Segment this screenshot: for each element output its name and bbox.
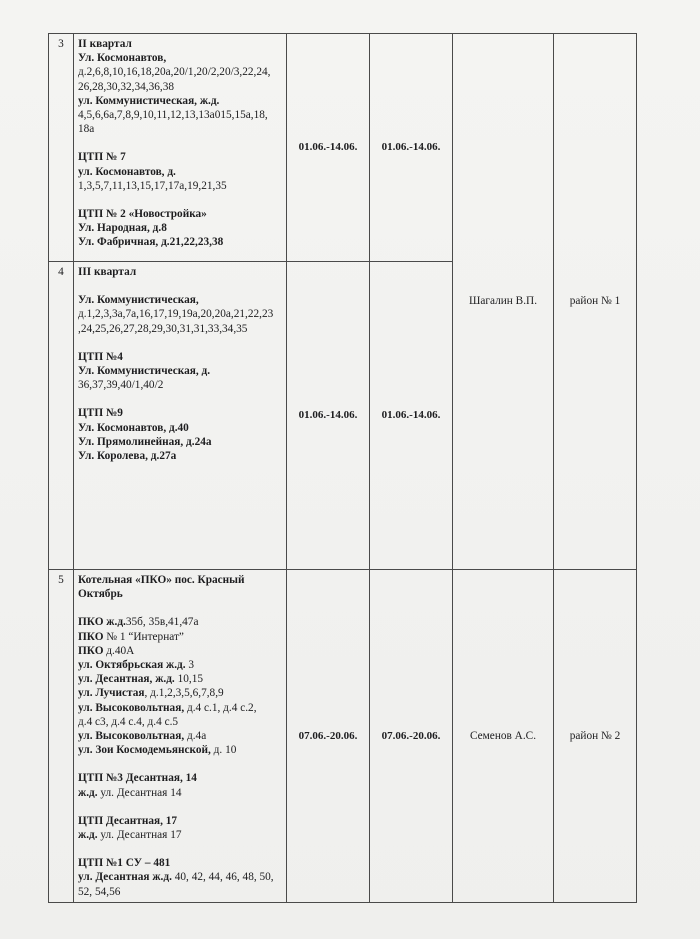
- end-date: 01.06.-14.06.: [370, 34, 453, 262]
- end-date: 07.06.-20.06.: [370, 570, 453, 903]
- district: район № 1: [554, 34, 637, 570]
- address-text: 4,5,6,6а,7,8,9,10,11,12,13,13а015,15а,18,: [78, 109, 268, 122]
- address-text: ж.д.: [78, 829, 98, 842]
- row-number: 5: [49, 570, 74, 903]
- address-text: ул. Десантная 17: [97, 829, 182, 842]
- address-line: [78, 364, 282, 378]
- address-text: ул. Десантная ж.д.: [78, 871, 172, 884]
- address-line: [78, 856, 282, 870]
- address-text: ул. Десантная 14: [97, 786, 182, 799]
- address-line: [78, 786, 282, 800]
- address-text: 36,37,39,40/1,40/2: [78, 379, 164, 392]
- address-line: [78, 686, 282, 700]
- address-text: ПКО: [78, 644, 104, 657]
- table-row: [49, 570, 637, 903]
- address-text: д.4 с.1, д.4 с.2,: [184, 701, 257, 714]
- address-text: ул. Октябрьская ж.д.: [78, 659, 186, 672]
- address-text: ЦТП №1 СУ – 481: [78, 857, 171, 870]
- address-line: [78, 65, 282, 79]
- address-line: [78, 715, 282, 729]
- address-text: 18а: [78, 123, 95, 136]
- row-number: 3: [49, 34, 74, 262]
- address-cell: [74, 570, 287, 903]
- address-text: д.4 с3, д.4 с.4, д.4 с.5: [78, 715, 179, 728]
- end-date: 01.06.-14.06.: [370, 262, 453, 570]
- address-text: Ул. Народная, д.8: [78, 222, 167, 235]
- address-line: [78, 435, 282, 449]
- address-line: [78, 885, 282, 899]
- address-text: Ул. Коммунистическая,: [78, 294, 199, 307]
- address-line: [78, 235, 282, 249]
- address-text: ЦТП № 7: [78, 151, 126, 164]
- address-line: [78, 814, 282, 828]
- address-text: Ул. Космонавтов, д.40: [78, 421, 189, 434]
- address-text: ул. Лучистая: [78, 687, 145, 700]
- address-text: 40, 42, 44, 46, 48, 50,: [171, 871, 274, 884]
- address-text: ул. Зои Космодемьянской,: [78, 744, 211, 757]
- address-text: ж.д.: [78, 786, 98, 799]
- address-line: [78, 828, 282, 842]
- address-line: [78, 221, 282, 235]
- address-text: 3: [185, 659, 195, 672]
- address-text: ул. Космонавтов, д.: [78, 165, 176, 178]
- blank-line: [78, 392, 282, 406]
- blank-line: [78, 842, 282, 856]
- address-line: [78, 80, 282, 94]
- address-line: [78, 165, 282, 179]
- address-line: [78, 729, 282, 743]
- address-text: 35б, 35в,41,47а: [125, 616, 199, 629]
- address-text: ЦТП №4: [78, 350, 123, 363]
- address-text: ЦТП №3 Десантная, 14: [78, 772, 197, 785]
- address-text: 52, 54,56: [78, 885, 121, 898]
- address-text: д.4а: [184, 730, 207, 743]
- address-text: д.40А: [103, 644, 135, 657]
- address-line: [78, 658, 282, 672]
- row-number: 4: [49, 262, 74, 570]
- address-text: Ул. Космонавтов,: [78, 52, 167, 65]
- address-text: ПКО ж.д.: [78, 616, 126, 629]
- address-text: Ул. Коммунистическая, д.: [78, 365, 211, 378]
- address-line: [78, 406, 282, 420]
- address-text: д. 10: [210, 744, 237, 757]
- address-line: [78, 378, 282, 392]
- address-line: [78, 179, 282, 193]
- address-text: II квартал: [78, 38, 132, 50]
- address-line: [78, 150, 282, 164]
- address-text: ПКО: [78, 630, 104, 643]
- blank-line: [78, 193, 282, 207]
- address-line: [78, 207, 282, 221]
- address-text: III квартал: [78, 266, 137, 278]
- address-text: Ул. Фабричная, д.21,22,23,38: [78, 236, 224, 249]
- district: район № 2: [554, 570, 637, 903]
- address-text: 10,15: [174, 673, 203, 686]
- address-text: , д.1,2,3,5,6,7,8,9: [144, 687, 224, 700]
- blank-line: [78, 800, 282, 814]
- address-text: Октябрь: [78, 588, 123, 601]
- start-date: 07.06.-20.06.: [287, 570, 370, 903]
- address-line: [78, 449, 282, 463]
- address-line: [78, 265, 282, 279]
- address-text: 26,28,30,32,34,36,38: [78, 80, 175, 93]
- address-line: [78, 421, 282, 435]
- responsible-person: Семенов А.С.: [453, 570, 554, 903]
- blank-line: [78, 601, 282, 615]
- table-row: [49, 34, 637, 262]
- address-line: [78, 870, 282, 884]
- address-line: [78, 37, 282, 51]
- address-text: ,24,25,26,27,28,29,30,31,31,33,34,35: [78, 322, 248, 335]
- address-text: Ул. Прямолинейная, д.24а: [78, 435, 212, 448]
- address-cell: [74, 262, 287, 570]
- blank-line: [78, 136, 282, 150]
- address-text: ЦТП № 2 «Новостройка»: [78, 208, 207, 221]
- address-line: [78, 672, 282, 686]
- address-text: д.2,6,8,10,16,18,20а,20/1,20/2,20/3,22,24,: [78, 66, 271, 79]
- address-line: [78, 771, 282, 785]
- address-text: Котельная «ПКО» пос. Красный: [78, 574, 245, 586]
- address-line: [78, 587, 282, 601]
- address-line: [78, 350, 282, 364]
- address-text: № 1 “Интернат”: [103, 630, 184, 643]
- address-text: ЦТП №9: [78, 407, 123, 420]
- address-text: 1,3,5,7,11,13,15,17,17а,19,21,35: [78, 179, 227, 192]
- blank-line: [78, 336, 282, 350]
- address-text: ул. Высоковольтная,: [78, 701, 185, 714]
- address-line: [78, 630, 282, 644]
- address-text: ул. Коммунистическая, ж.д.: [78, 94, 220, 107]
- address-line: [78, 322, 282, 336]
- address-line: [78, 122, 282, 136]
- address-cell: [74, 34, 287, 262]
- schedule-table: [48, 33, 637, 903]
- address-line: [78, 293, 282, 307]
- blank-line: [78, 279, 282, 293]
- address-line: [78, 94, 282, 108]
- address-text: Ул. Королева, д.27а: [78, 450, 177, 463]
- address-line: [78, 108, 282, 122]
- start-date: 01.06.-14.06.: [287, 34, 370, 262]
- address-line: [78, 573, 282, 587]
- address-line: [78, 51, 282, 65]
- blank-line: [78, 757, 282, 771]
- address-text: д.1,2,3,3а,7а,16,17,19,19а,20,20а,21,22,23: [78, 308, 274, 321]
- responsible-person: Шагалин В.П.: [453, 34, 554, 570]
- address-text: ЦТП Десантная, 17: [78, 814, 178, 827]
- address-line: [78, 743, 282, 757]
- address-line: [78, 701, 282, 715]
- address-text: ул. Десантная, ж.д.: [78, 673, 175, 686]
- address-line: [78, 644, 282, 658]
- address-line: [78, 307, 282, 321]
- address-text: ул. Высоковольтная,: [78, 730, 185, 743]
- address-line: [78, 615, 282, 629]
- start-date: 01.06.-14.06.: [287, 262, 370, 570]
